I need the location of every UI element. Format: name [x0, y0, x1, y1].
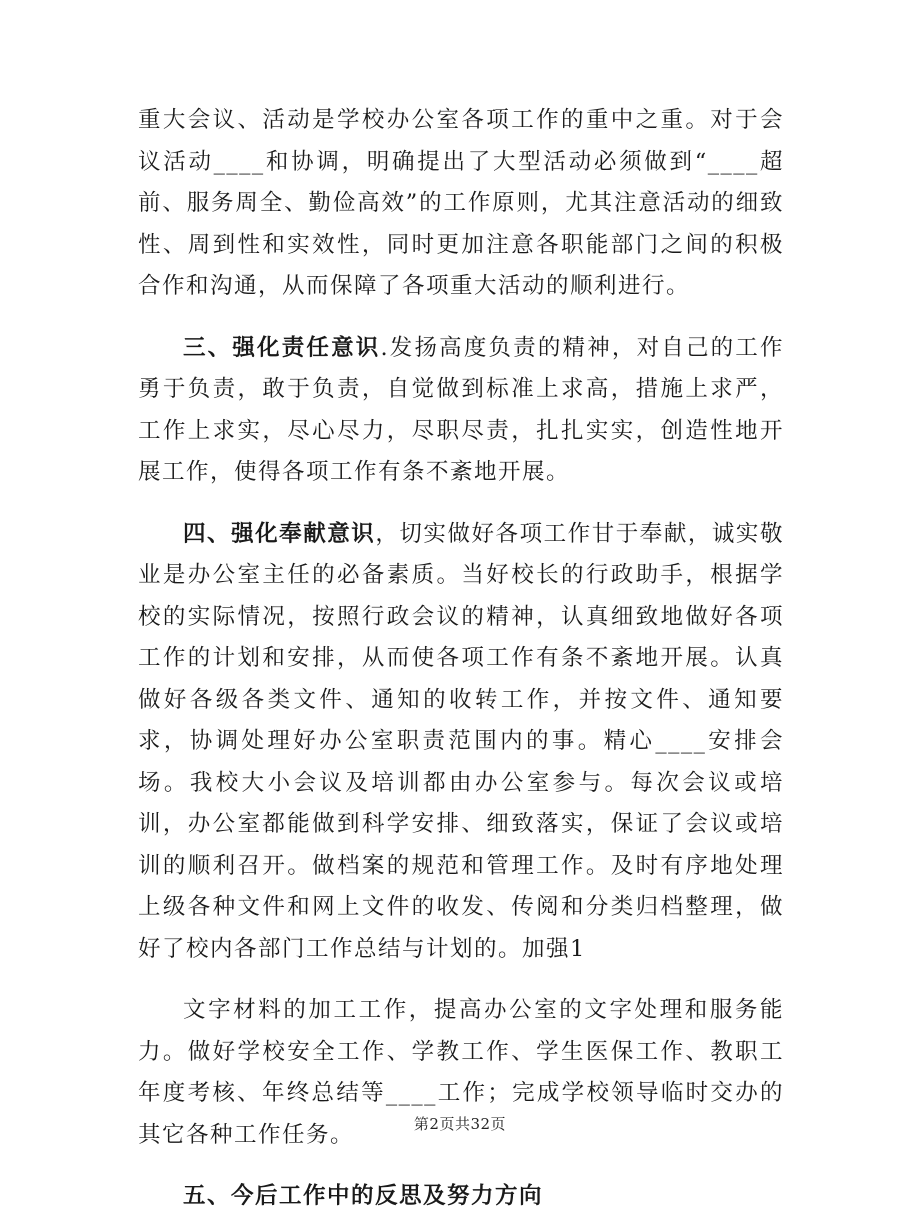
- section-heading: 五、今后工作中的反思及努力方向: [183, 1183, 544, 1209]
- paragraph-1: [138, 100, 784, 308]
- paragraph-3: [138, 514, 784, 971]
- document-body: [138, 100, 784, 1218]
- paragraph-1-text: 重大会议、活动是学校办公室各项工作的重中之重。对于会议活动____和协调，明确提出了大型活动必须做到“____超前、服务周全、勤俭高效”的工作原则，尤其注意活动的细致性、周到性和实效性，同时更加注意各职能部门之间的积极合作和沟通，从而保障了各项重大活动的顺利进行。: [138, 107, 784, 299]
- paragraph-2-lead: 三、强化责任意识: [183, 334, 381, 361]
- page-number: 第2页共32页: [413, 1115, 507, 1133]
- paragraph-2-text: .发扬高度负责的精神，对自己的工作勇于负责，敢于负责，自觉做到标准上求高，措施上求严，工作上求实，尽心尽力，尽职尽责，扎扎实实，创造性地开展工作，使得各项工作有条不紊地开展。: [138, 334, 784, 485]
- paragraph-2: [138, 328, 784, 494]
- paragraph-4-text: 文字材料的加工工作，提高办公室的文字处理和服务能力。做好学校安全工作、学教工作、学生医保工作、教职工年度考核、年终总结等____工作；完成学校领导临时交办的其它各种工作任务。: [138, 997, 784, 1148]
- paragraph-3-text: ，切实做好各项工作甘于奉献，诚实敬业是办公室主任的必备素质。当好校长的行政助手，根据学校的实际情况，按照行政会议的精神，认真细致地做好各项工作的计划和安排，从而使各项工作有条不紊地开展。认真做好各级各类文件、通知的收转工作，并按文件、通知要求，协调处理好办公室职责范围内的事。精心____安排会场。我校大小会议及培训都由办公室参与。每次会议或培训，办公室都能做到科学安排、细致落实，保证了会议或培训的顺利召开。做档案的规范和管理工作。及时有序地处理上级各种文件和网上文件的收发、传阅和分类归档整理，做好了校内各部门工作总结与计划的。加强1: [138, 520, 784, 962]
- paragraph-3-lead: 四、强化奉献意识: [183, 520, 376, 547]
